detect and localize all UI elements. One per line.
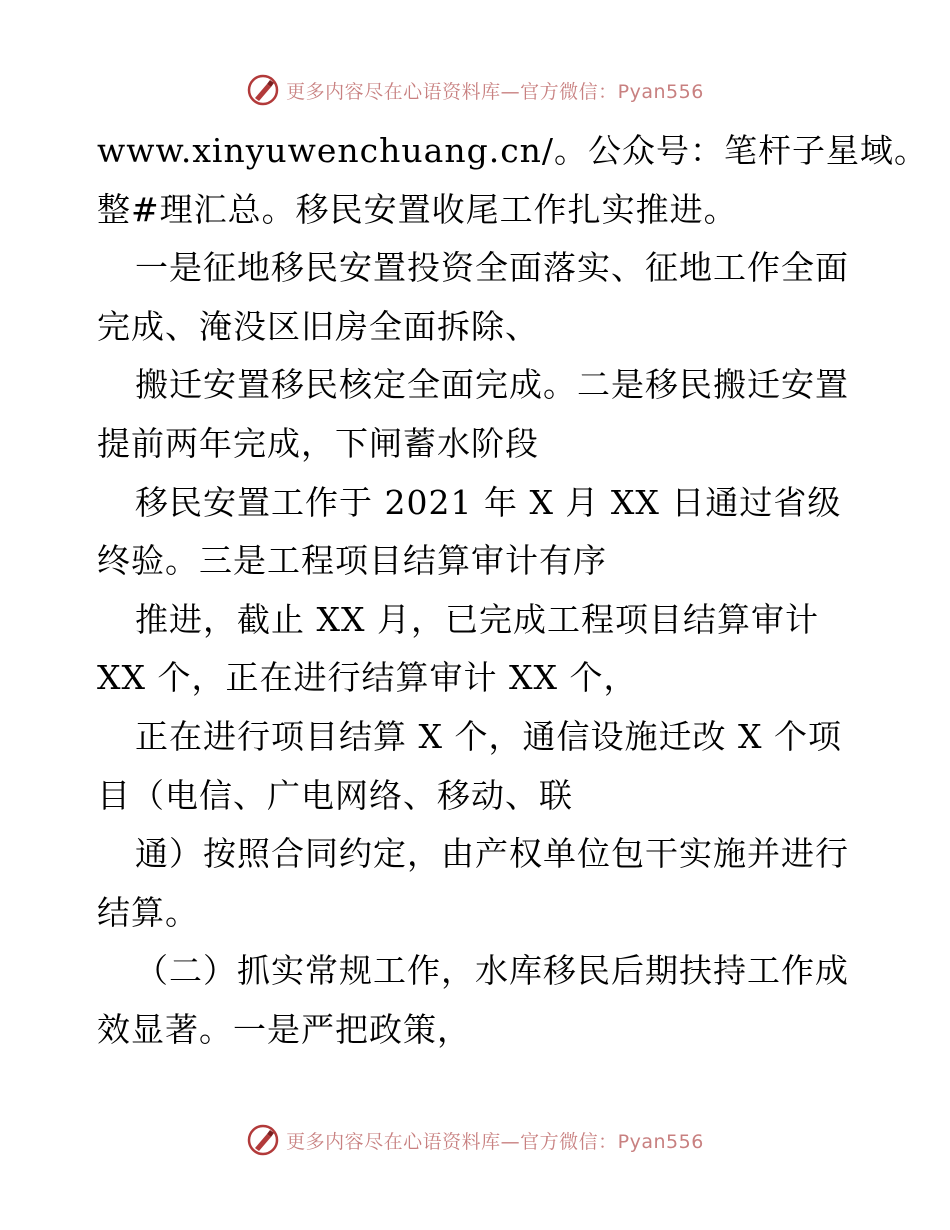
body-line: 通）按照合同约定，由产权单位包干实施并进行 [135, 834, 849, 874]
watermark-text: 更多内容尽在心语资料库—官方微信：Pyan556 [286, 80, 704, 103]
body-line: 结算。 [97, 892, 199, 932]
pen-logo-icon [246, 1123, 280, 1157]
body-line: 目（电信、广电网络、移动、联 [97, 775, 573, 815]
body-line: 效显著。一是严把政策， [97, 1009, 471, 1049]
body-line: 搬迁安置移民核定全面完成。二是移民搬迁安置 [135, 365, 849, 405]
body-line: 移民安置工作于 2021 年 X 月 XX 日通过省级 [135, 482, 842, 522]
body-line: 整#理汇总。移民安置收尾工作扎实推进。 [97, 189, 738, 229]
body-line: XX 个，正在进行结算审计 XX 个， [97, 658, 638, 698]
body-line: 推进，截止 XX 月，已完成工程项目结算审计 [135, 599, 819, 639]
footer-watermark [0, 1122, 950, 1158]
body-line: （二）抓实常规工作，水库移民后期扶持工作成 [135, 951, 849, 991]
body-line: 正在进行项目结算 X 个，通信设施迁改 X 个项 [135, 716, 842, 756]
document-body [97, 122, 929, 1060]
header-watermark [0, 72, 950, 108]
watermark-text: 更多内容尽在心语资料库—官方微信：Pyan556 [286, 1130, 704, 1153]
body-line: 一是征地移民安置投资全面落实、征地工作全面 [135, 248, 849, 288]
body-line: 完成、淹没区旧房全面拆除、 [97, 306, 539, 346]
pen-logo-icon [246, 73, 280, 107]
body-line: 提前两年完成，下闸蓄水阶段 [97, 423, 539, 463]
body-line: www.xinyuwenchuang.cn/。公众号：笔杆子星域。 [97, 131, 929, 170]
body-line: 终验。三是工程项目结算审计有序 [97, 541, 607, 581]
